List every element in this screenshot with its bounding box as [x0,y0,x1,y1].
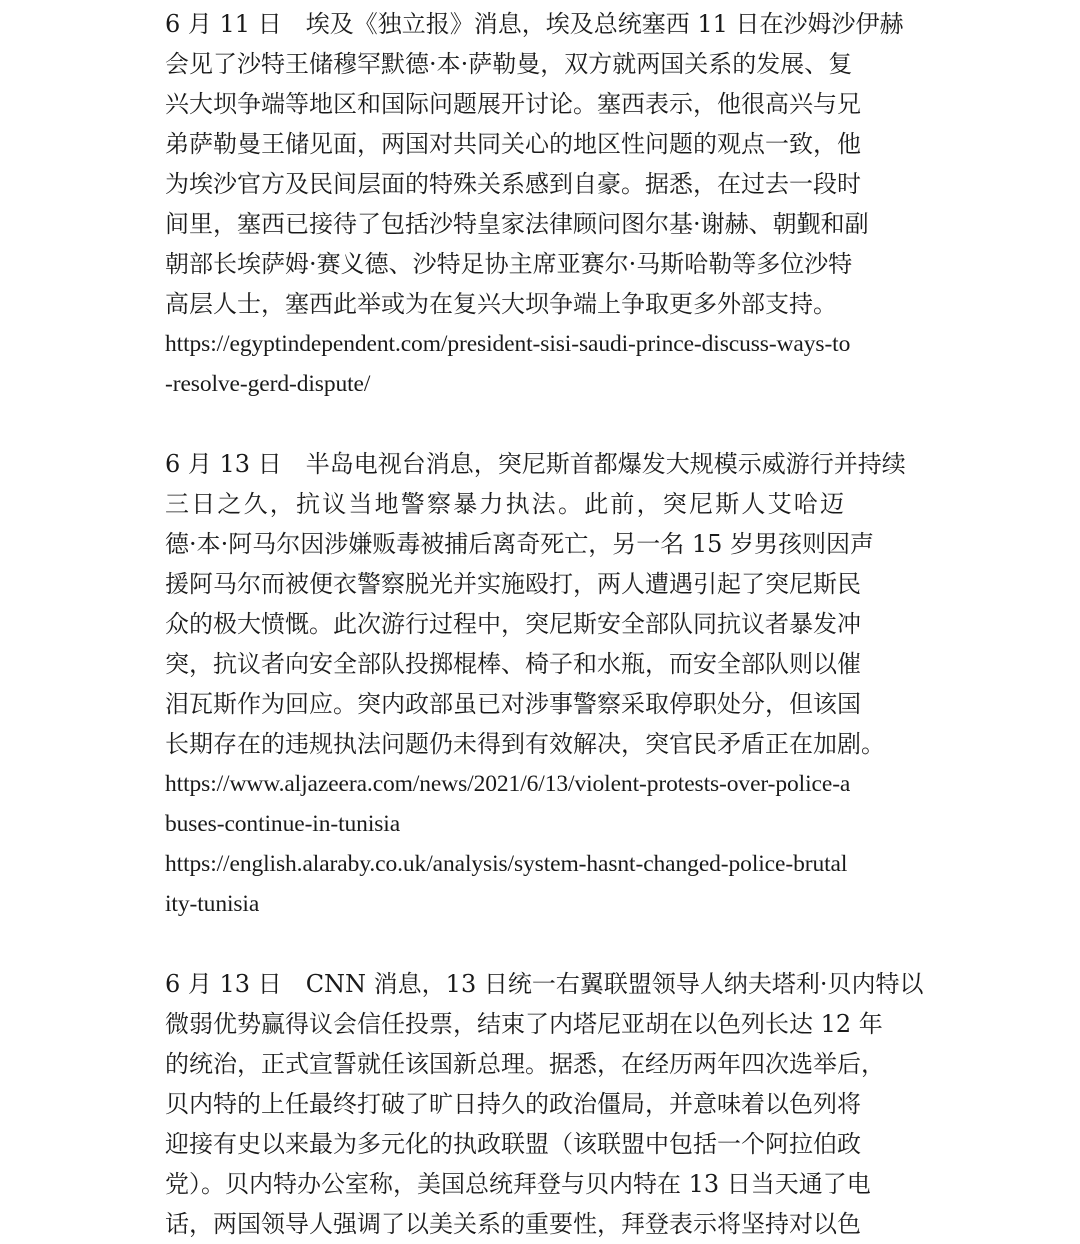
text-line: 的统治，正式宣誓就任该国新总理。据悉，在经历两年四次选举后， [165,1050,885,1078]
text-line: 朝部长埃萨姆·赛义德、沙特足协主席亚赛尔·马斯哈勒等多位沙特 [165,250,853,278]
source-url-line[interactable]: buses-continue-in-tunisia [165,811,401,837]
text-line: 迎接有史以来最为多元化的执政联盟（该联盟中包括一个阿拉伯政 [165,1130,861,1158]
text-line: 德·本·阿马尔因涉嫌贩毒被捕后离奇死亡，另一名 15 岁男孩则因声 [165,530,875,558]
news-entry-tunisia [165,444,925,924]
text-line: 三日之久，抗议当地警察暴力执法。此前，突尼斯人艾哈迈 [165,490,847,518]
text-line: 兴大坝争端等地区和国际问题展开讨论。塞西表示，他很高兴与兄 [165,90,861,118]
text-line: 6 月 13 日 半岛电视台消息，突尼斯首都爆发大规模示威游行并持续 [165,450,906,478]
text-line: 援阿马尔而被便衣警察脱光并实施殴打，两人遭遇引起了突尼斯民 [165,570,861,598]
text-line: 高层人士，塞西此举或为在复兴大坝争端上争取更多外部支持。 [165,290,837,318]
text-line: 会见了沙特王储穆罕默德·本·萨勒曼，双方就两国关系的发展、复 [165,50,853,78]
text-line: 6 月 11 日 埃及《独立报》消息，埃及总统塞西 11 日在沙姆沙伊赫 [165,10,904,38]
text-line: 为埃沙官方及民间层面的特殊关系感到自豪。据悉，在过去一段时 [165,170,861,198]
text-line: 6 月 13 日 CNN 消息，13 日统一右翼联盟领导人纳夫塔利·贝内特以 [165,970,924,998]
text-line: 贝内特的上任最终打破了旷日持久的政治僵局，并意味着以色列将 [165,1090,861,1118]
text-line: 弟萨勒曼王储见面，两国对共同关心的地区性问题的观点一致，他 [165,130,861,158]
text-line: 话，两国领导人强调了以美关系的重要性，拜登表示将坚持对以色 [165,1210,861,1238]
source-url-line[interactable]: https://www.aljazeera.com/news/2021/6/13/violent-protests-over-police-a [165,771,851,797]
text-line: 突，抗议者向安全部队投掷棍棒、椅子和水瓶，而安全部队则以催 [165,650,861,678]
news-entry-israel [165,964,925,1244]
text-line: 泪瓦斯作为回应。突内政部虽已对涉事警察采取停职处分，但该国 [165,690,861,718]
text-line: 党）。贝内特办公室称，美国总统拜登与贝内特在 13 日当天通了电 [165,1170,871,1198]
source-url-line[interactable]: -resolve-gerd-dispute/ [165,371,371,397]
text-line: 长期存在的违规执法问题仍未得到有效解决，突官民矛盾正在加剧。 [165,730,885,758]
news-entry-egypt [165,4,925,404]
text-line: 微弱优势赢得议会信任投票，结束了内塔尼亚胡在以色列长达 12 年 [165,1010,883,1038]
source-url-line[interactable]: ity-tunisia [165,891,260,917]
text-line: 间里，塞西已接待了包括沙特皇家法律顾问图尔基·谢赫、朝觐和副 [165,210,869,238]
source-url-line[interactable]: https://english.alaraby.co.uk/analysis/system-hasnt-changed-police-brutal [165,851,848,877]
text-line: 众的极大愤慨。此次游行过程中，突尼斯安全部队同抗议者暴发冲 [165,610,861,638]
source-url-line[interactable]: https://egyptindependent.com/president-sisi-saudi-prince-discuss-ways-to [165,331,851,357]
